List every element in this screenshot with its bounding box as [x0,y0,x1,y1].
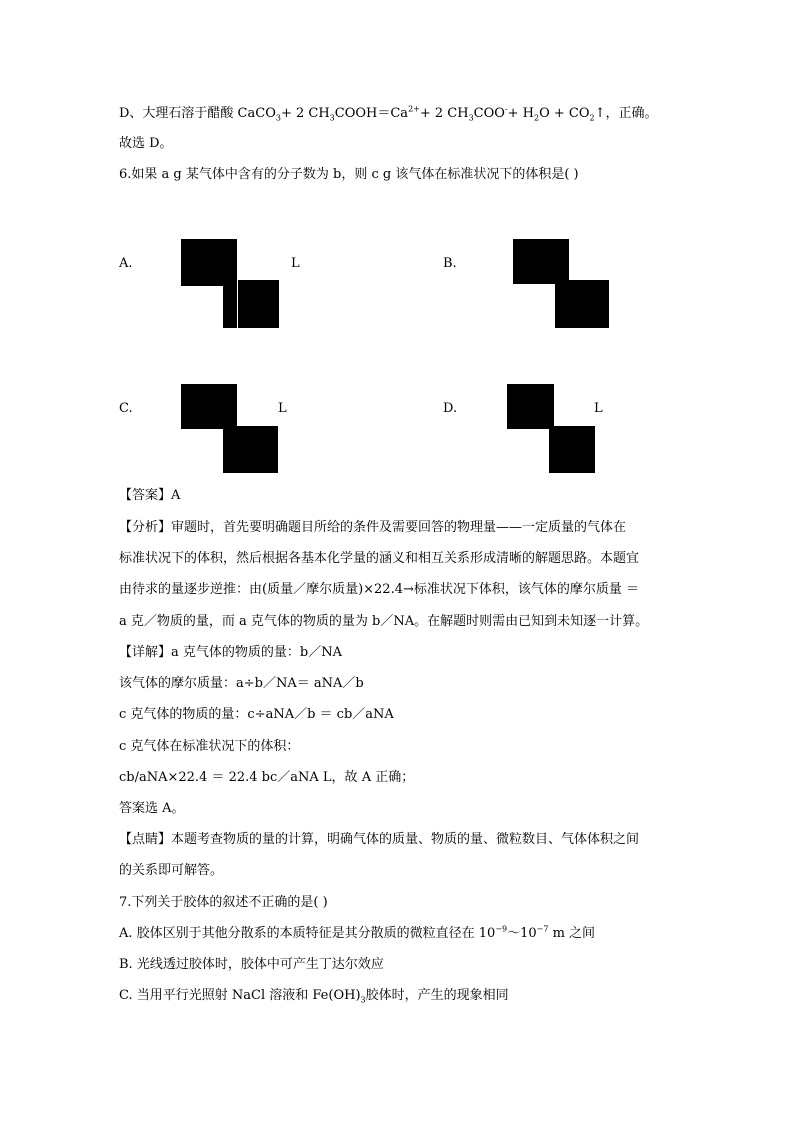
superscript: - [504,104,508,114]
point-line-2: 的关系即可解答。 [119,863,224,878]
answer-line: 【答案】A [119,488,181,503]
text-segment: D、大理石溶于醋酸 CaCO [119,106,276,121]
text-segment: 胶体时，产生的现象相同 [365,988,509,1003]
subscript: 3 [360,995,366,1005]
text-segment: + 2 CH [280,106,330,121]
option-a-formula-bottom [238,280,279,328]
text-segment: O + CO [539,106,590,121]
subscript: 2 [589,113,595,123]
option-d-letter: D. [443,401,458,416]
text-segment: COOH＝Ca [334,106,409,121]
question-7-option-c [119,988,509,1004]
subscript: 3 [468,113,474,123]
option-d-unit: L [594,401,603,416]
text-segment: ↑，正确。 [594,106,658,121]
detail-line-1: 【详解】a 克气体的物质的量：b／NA [119,645,342,660]
text-segment: C. 当用平行光照射 NaCl 溶液和 Fe(OH) [119,988,361,1003]
option-d-formula-bottom [549,426,595,473]
option-a-letter: A. [119,256,133,271]
option-c-letter: C. [119,401,133,416]
text-segment: A. 胶体区别于其他分散系的本质特征是其分散质的微粒直径在 10 [119,926,496,941]
detail-line-6: 答案选 A。 [119,801,185,816]
detail-line-5: cb/aNA×22.4 ＝ 22.4 bc／aNA L，故 A 正确； [119,770,415,785]
choose-d-line: 故选 D。 [119,136,173,151]
point-line-1: 【点睛】本题考查物质的量的计算，明确气体的质量、物质的量、微粒数目、气体体积之间 [119,832,640,847]
superscript: −7 [536,924,549,934]
analysis-line-3: 由待求的量逐步逆推：由(质量／摩尔质量)×22.4→标准状况下体积，该气体的摩尔质量 ＝ [119,582,640,597]
detail-line-2: 该气体的摩尔质量：a÷b／NA＝ aNA／b [119,676,364,691]
text-segment: m 之间 [548,926,596,941]
detail-line-4: c 克气体在标准状况下的体积： [119,739,300,754]
text-segment: + H [507,106,535,121]
option-c-formula-top [181,384,237,429]
option-a-unit: L [291,256,300,271]
text-segment: COO [473,106,505,121]
subscript: 2 [534,113,540,123]
option-a-formula-edge [223,285,237,328]
option-b-letter: B. [443,256,457,271]
question-7-option-b: B. 光线透过胶体时，胶体中可产生丁达尔效应 [119,957,384,972]
subscript: 3 [329,113,335,123]
option-d-formula-top [507,384,554,429]
superscript: 2+ [408,104,420,114]
analysis-line-1: 【分析】审题时，首先要明确题目所给的条件及需要回答的物理量——一定质量的气体在 [119,520,627,535]
analysis-line-2: 标准状况下的体积，然后根据各基本化学量的涵义和相互关系形成清晰的解题思路。本题宜 [119,551,640,566]
text-segment: ～10 [507,926,537,941]
option-c-formula-bottom [223,426,278,473]
text-segment: + 2 CH [419,106,469,121]
option-b-formula-top [513,239,569,284]
subscript: 3 [275,113,281,123]
question-6: 6.如果 a g 某气体中含有的分子数为 b，则 c g 该气体在标准状况下的体积是( ) [119,167,579,182]
option-a-formula-top [181,239,237,286]
option-b-formula-bottom [555,280,609,328]
option-c-unit: L [278,401,287,416]
detail-line-3: c 克气体的物质的量：c÷aNA／b ＝ cb／aNA [119,707,394,722]
option-d-explanation [119,106,658,122]
superscript: −9 [495,924,508,934]
analysis-line-4: a 克／物质的量，而 a 克气体的物质的量为 b／NA。在解题时则需由已知到未知逐一计算。 [119,614,649,629]
question-7-option-a [119,926,595,942]
question-7: 7.下列关于胶体的叙述不正确的是( ) [119,895,328,910]
